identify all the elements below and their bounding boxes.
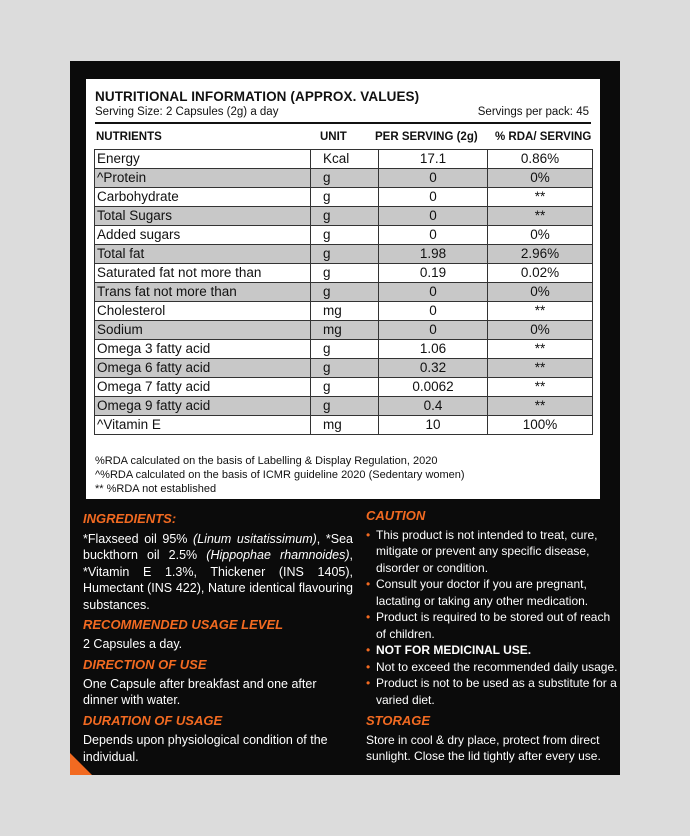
unit-cell: g	[311, 169, 379, 188]
unit-cell: Kcal	[311, 150, 379, 169]
unit-cell: g	[311, 283, 379, 302]
per-serving-value: 0	[379, 188, 488, 207]
nutrition-title: NUTRITIONAL INFORMATION (APPROX. VALUES)	[95, 89, 420, 104]
footnote: %RDA calculated on the basis of Labelling & Display Regulation, 2020	[95, 455, 438, 467]
caution-item	[366, 527, 618, 577]
rda-value: **	[488, 340, 593, 359]
table-row	[95, 416, 593, 435]
unit-cell: g	[311, 188, 379, 207]
table-row	[95, 359, 593, 378]
caution-text: Product is required to be stored out of reach of children.	[376, 610, 611, 641]
caution-text: NOT FOR MEDICINAL USE.	[376, 643, 532, 657]
per-serving-value: 0.19	[379, 264, 488, 283]
caution-text: Not to exceed the recommended daily usage.	[376, 659, 618, 674]
nutrient-name: Omega 9 fatty acid	[95, 397, 311, 416]
unit-cell: g	[311, 397, 379, 416]
unit-cell: g	[311, 378, 379, 397]
table-row	[95, 226, 593, 245]
nutrient-name: Added sugars	[95, 226, 311, 245]
storage-heading: STORAGE	[366, 713, 431, 728]
table-row	[95, 188, 593, 207]
rda-value: 0%	[488, 169, 593, 188]
servings-per-pack: Servings per pack: 45	[477, 106, 589, 118]
per-serving-value: 0	[379, 283, 488, 302]
caution-item	[366, 659, 618, 676]
table-row	[95, 397, 593, 416]
rda-value: **	[488, 188, 593, 207]
per-serving-value: 0.32	[379, 359, 488, 378]
unit-cell: mg	[311, 321, 379, 340]
per-serving-value: 10	[379, 416, 488, 435]
unit-cell: g	[311, 207, 379, 226]
rda-value: 0.86%	[488, 150, 593, 169]
rda-value: 0.02%	[488, 264, 593, 283]
header-rda: % RDA/ SERVING	[495, 131, 592, 143]
bullet-icon: •	[366, 643, 371, 657]
table-row	[95, 245, 593, 264]
rda-value: 0%	[488, 283, 593, 302]
right-column	[366, 508, 618, 765]
rda-value: 100%	[488, 416, 593, 435]
caution-item	[366, 609, 618, 642]
per-serving-value: 0	[379, 226, 488, 245]
caution-text: Consult your doctor if you are pregnant, lactating or taking any other medication.	[376, 577, 589, 608]
caution-item	[366, 675, 618, 708]
recommended-usage-text: 2 Capsules a day.	[83, 636, 183, 651]
footnote: ^%RDA calculated on the basis of ICMR guideline 2020 (Sedentary women)	[95, 469, 465, 481]
per-serving-value: 0	[379, 302, 488, 321]
duration-heading: DURATION OF USAGE	[83, 712, 223, 728]
bullet-icon: •	[366, 527, 371, 542]
table-row	[95, 283, 593, 302]
per-serving-value: 0	[379, 169, 488, 188]
ingredients-heading: INGREDIENTS:	[83, 511, 177, 526]
rda-value: **	[488, 378, 593, 397]
table-row	[95, 150, 593, 169]
rda-value: **	[488, 359, 593, 378]
header-per-serving: PER SERVING (2g)	[375, 131, 478, 143]
direction-heading: DIRECTION OF USE	[83, 657, 207, 672]
per-serving-value: 0	[379, 207, 488, 226]
bullet-icon: •	[366, 577, 371, 591]
nutrition-table	[94, 149, 593, 435]
unit-cell: g	[311, 264, 379, 283]
serving-size: Serving Size: 2 Capsules (2g) a day	[95, 106, 279, 118]
unit-cell: g	[311, 226, 379, 245]
caution-item	[366, 642, 618, 659]
nutrient-name: Carbohydrate	[95, 188, 311, 207]
per-serving-value: 1.98	[379, 245, 488, 264]
unit-cell: mg	[311, 302, 379, 321]
table-row	[95, 207, 593, 226]
duration-text: Depends upon physiological condition of the individual.	[83, 733, 328, 764]
label-panel	[70, 61, 620, 775]
divider	[95, 122, 591, 124]
corner-accent	[70, 753, 92, 775]
caution-text: Product is not to be used as a substitute for a varied diet.	[376, 676, 617, 707]
per-serving-value: 17.1	[379, 150, 488, 169]
per-serving-value: 0.0062	[379, 378, 488, 397]
unit-cell: mg	[311, 416, 379, 435]
unit-cell: g	[311, 359, 379, 378]
nutrient-name: Cholesterol	[95, 302, 311, 321]
nutrient-name: Saturated fat not more than	[95, 264, 311, 283]
nutrient-name: Energy	[95, 150, 311, 169]
table-row	[95, 321, 593, 340]
per-serving-value: 1.06	[379, 340, 488, 359]
rda-value: **	[488, 397, 593, 416]
left-column	[83, 511, 353, 765]
storage-text: Store in cool & dry place, protect from direct sunlight. Close the lid tightly after every use.	[366, 732, 601, 763]
nutrient-name: Omega 6 fatty acid	[95, 359, 311, 378]
nutrition-card	[86, 79, 600, 499]
unit-cell: g	[311, 340, 379, 359]
caution-text: This product is not intended to treat, cure, mitigate or prevent any specific disease, disorder or condition.	[376, 527, 598, 575]
nutrient-name: Total fat	[95, 245, 311, 264]
nutrient-name: Sodium	[95, 321, 311, 340]
caution-item	[366, 576, 618, 609]
recommended-usage-heading: RECOMMENDED USAGE LEVEL	[83, 617, 284, 632]
table-row	[95, 340, 593, 359]
direction-text: One Capsule after breakfast and one after dinner with water.	[83, 676, 317, 707]
nutrient-name: ^Vitamin E	[95, 416, 311, 435]
unit-cell: g	[311, 245, 379, 264]
table-row	[95, 378, 593, 397]
nutrient-name: ^Protein	[95, 169, 311, 188]
rda-value: 0%	[488, 226, 593, 245]
bullet-icon: •	[366, 676, 371, 690]
footnote: ** %RDA not established	[95, 483, 217, 495]
nutrient-name: Omega 3 fatty acid	[95, 340, 311, 359]
nutrient-name: Trans fat not more than	[95, 283, 311, 302]
nutrient-name: Omega 7 fatty acid	[95, 378, 311, 397]
header-unit: UNIT	[320, 131, 347, 143]
bullet-icon: •	[366, 659, 371, 674]
rda-value: **	[488, 302, 593, 321]
caution-heading: CAUTION	[366, 508, 426, 523]
rda-value: **	[488, 207, 593, 226]
bullet-icon: •	[366, 610, 371, 624]
per-serving-value: 0.4	[379, 397, 488, 416]
table-row	[95, 302, 593, 321]
rda-value: 2.96%	[488, 245, 593, 264]
table-row	[95, 169, 593, 188]
header-nutrients: NUTRIENTS	[96, 131, 162, 143]
ingredients-text: *Flaxseed oil 95% (Linum usitatissimum), *Sea buckthorn oil 2.5% (Hippophae rhamnoides), *Vitamin E 1.3%, Thickener (INS 1405), Humectant (INS 422), Nature identical flavouring substances.	[83, 531, 354, 612]
rda-value: 0%	[488, 321, 593, 340]
per-serving-value: 0	[379, 321, 488, 340]
table-row	[95, 264, 593, 283]
caution-list	[366, 527, 618, 709]
nutrient-name: Total Sugars	[95, 207, 311, 226]
